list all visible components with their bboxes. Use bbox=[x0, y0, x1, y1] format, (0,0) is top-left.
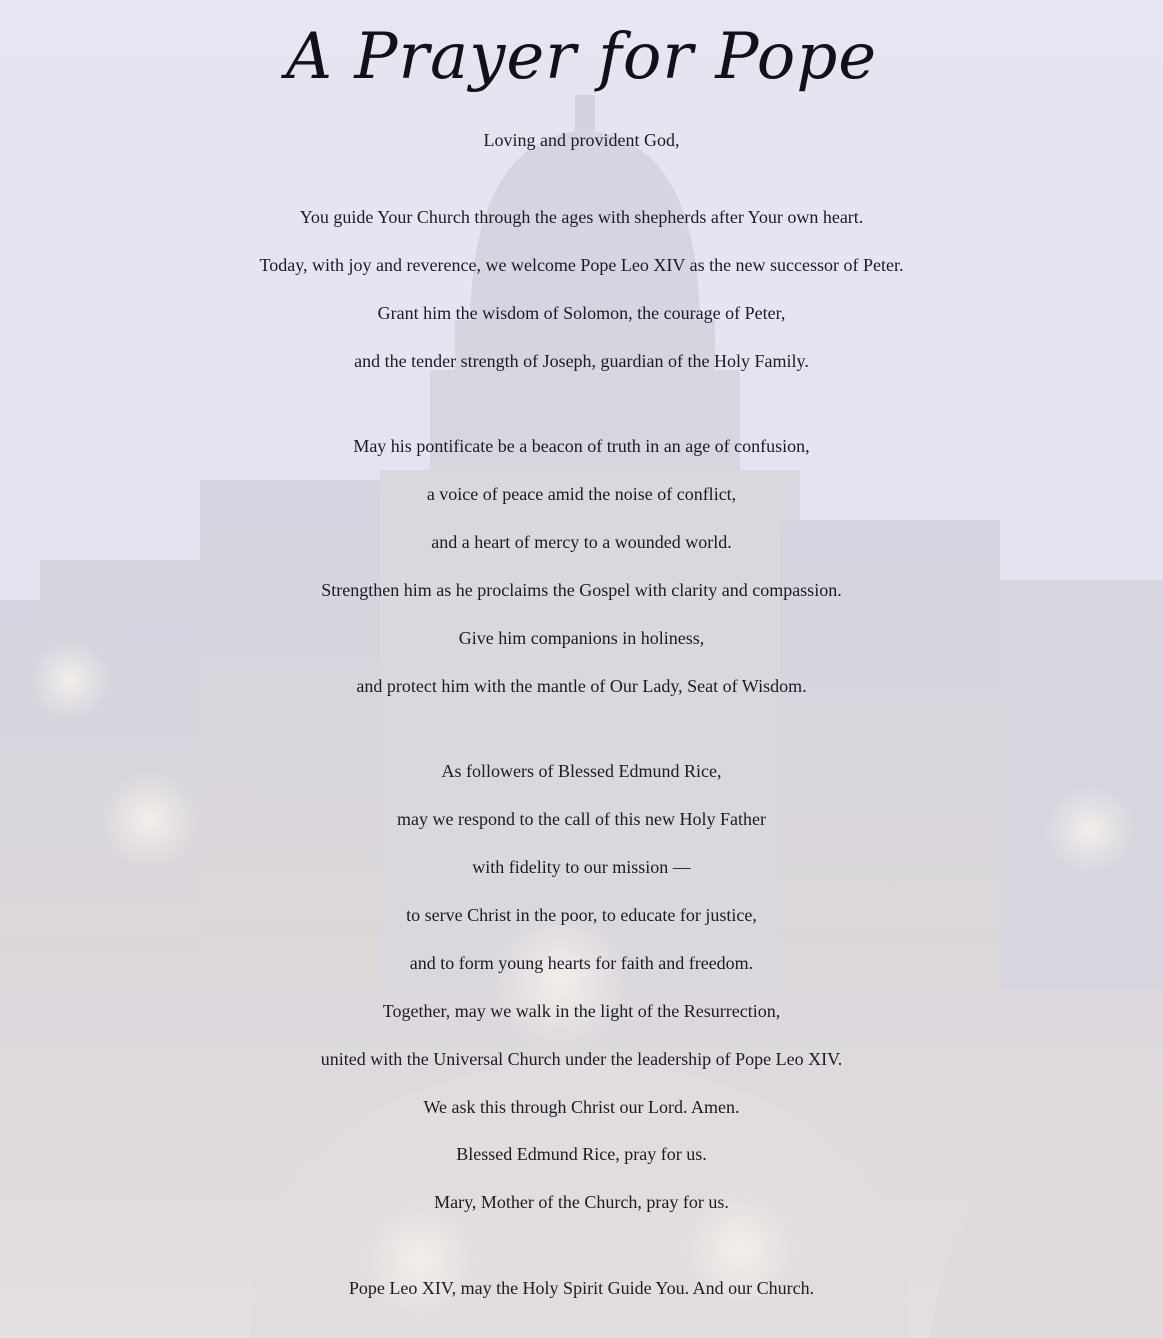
stanza-1-line-3: Grant him the wisdom of Solomon, the courage of Peter, bbox=[377, 303, 786, 323]
stanza-3-line-1: As followers of Blessed Edmund Rice, bbox=[441, 761, 722, 781]
stanza-1-line-1: You guide Your Church through the ages with shepherds after Your own heart. bbox=[299, 207, 864, 227]
stanza-3-line-5: and to form young hearts for faith and freedom. bbox=[409, 953, 754, 973]
stanza-2-line-5: Give him companions in holiness, bbox=[458, 628, 705, 648]
stanza-3-line-6: Together, may we walk in the light of the Resurrection, bbox=[382, 1001, 781, 1021]
greeting-line: Loving and provident God, bbox=[483, 130, 680, 150]
stanza-3-line-10: Mary, Mother of the Church, pray for us. bbox=[434, 1192, 729, 1212]
stanza-1-line-2: Today, with joy and reverence, we welcome Pope Leo XIV as the new successor of Peter. bbox=[259, 255, 904, 275]
stanza-1-line-4: and the tender strength of Joseph, guardian of the Holy Family. bbox=[354, 351, 809, 371]
stanza-3-line-3: with fidelity to our mission — bbox=[472, 857, 691, 877]
closing-line: Pope Leo XIV, may the Holy Spirit Guide You. And our Church. bbox=[348, 1278, 815, 1298]
stanza-2-line-3: and a heart of mercy to a wounded world. bbox=[431, 532, 732, 552]
stanza-2-line-2: a voice of peace amid the noise of conflict, bbox=[426, 484, 737, 504]
stanza-3-line-4: to serve Christ in the poor, to educate for justice, bbox=[406, 905, 757, 925]
page-title: A Prayer for Pope bbox=[285, 20, 878, 94]
stanza-3-line-9: Blessed Edmund Rice, pray for us. bbox=[456, 1144, 707, 1164]
stanza-3-line-8: We ask this through Christ our Lord. Amen. bbox=[423, 1097, 740, 1117]
stanza-2-line-6: and protect him with the mantle of Our Lady, Seat of Wisdom. bbox=[356, 676, 807, 696]
stanza-2-line-1: May his pontificate be a beacon of truth in an age of confusion, bbox=[353, 436, 810, 456]
stanza-3-line-2: may we respond to the call of this new Holy Father bbox=[397, 809, 766, 829]
stanza-3-line-7: united with the Universal Church under the leadership of Pope Leo XIV. bbox=[320, 1049, 843, 1069]
stanza-2-line-4: Strengthen him as he proclaims the Gospel with clarity and compassion. bbox=[321, 580, 842, 600]
